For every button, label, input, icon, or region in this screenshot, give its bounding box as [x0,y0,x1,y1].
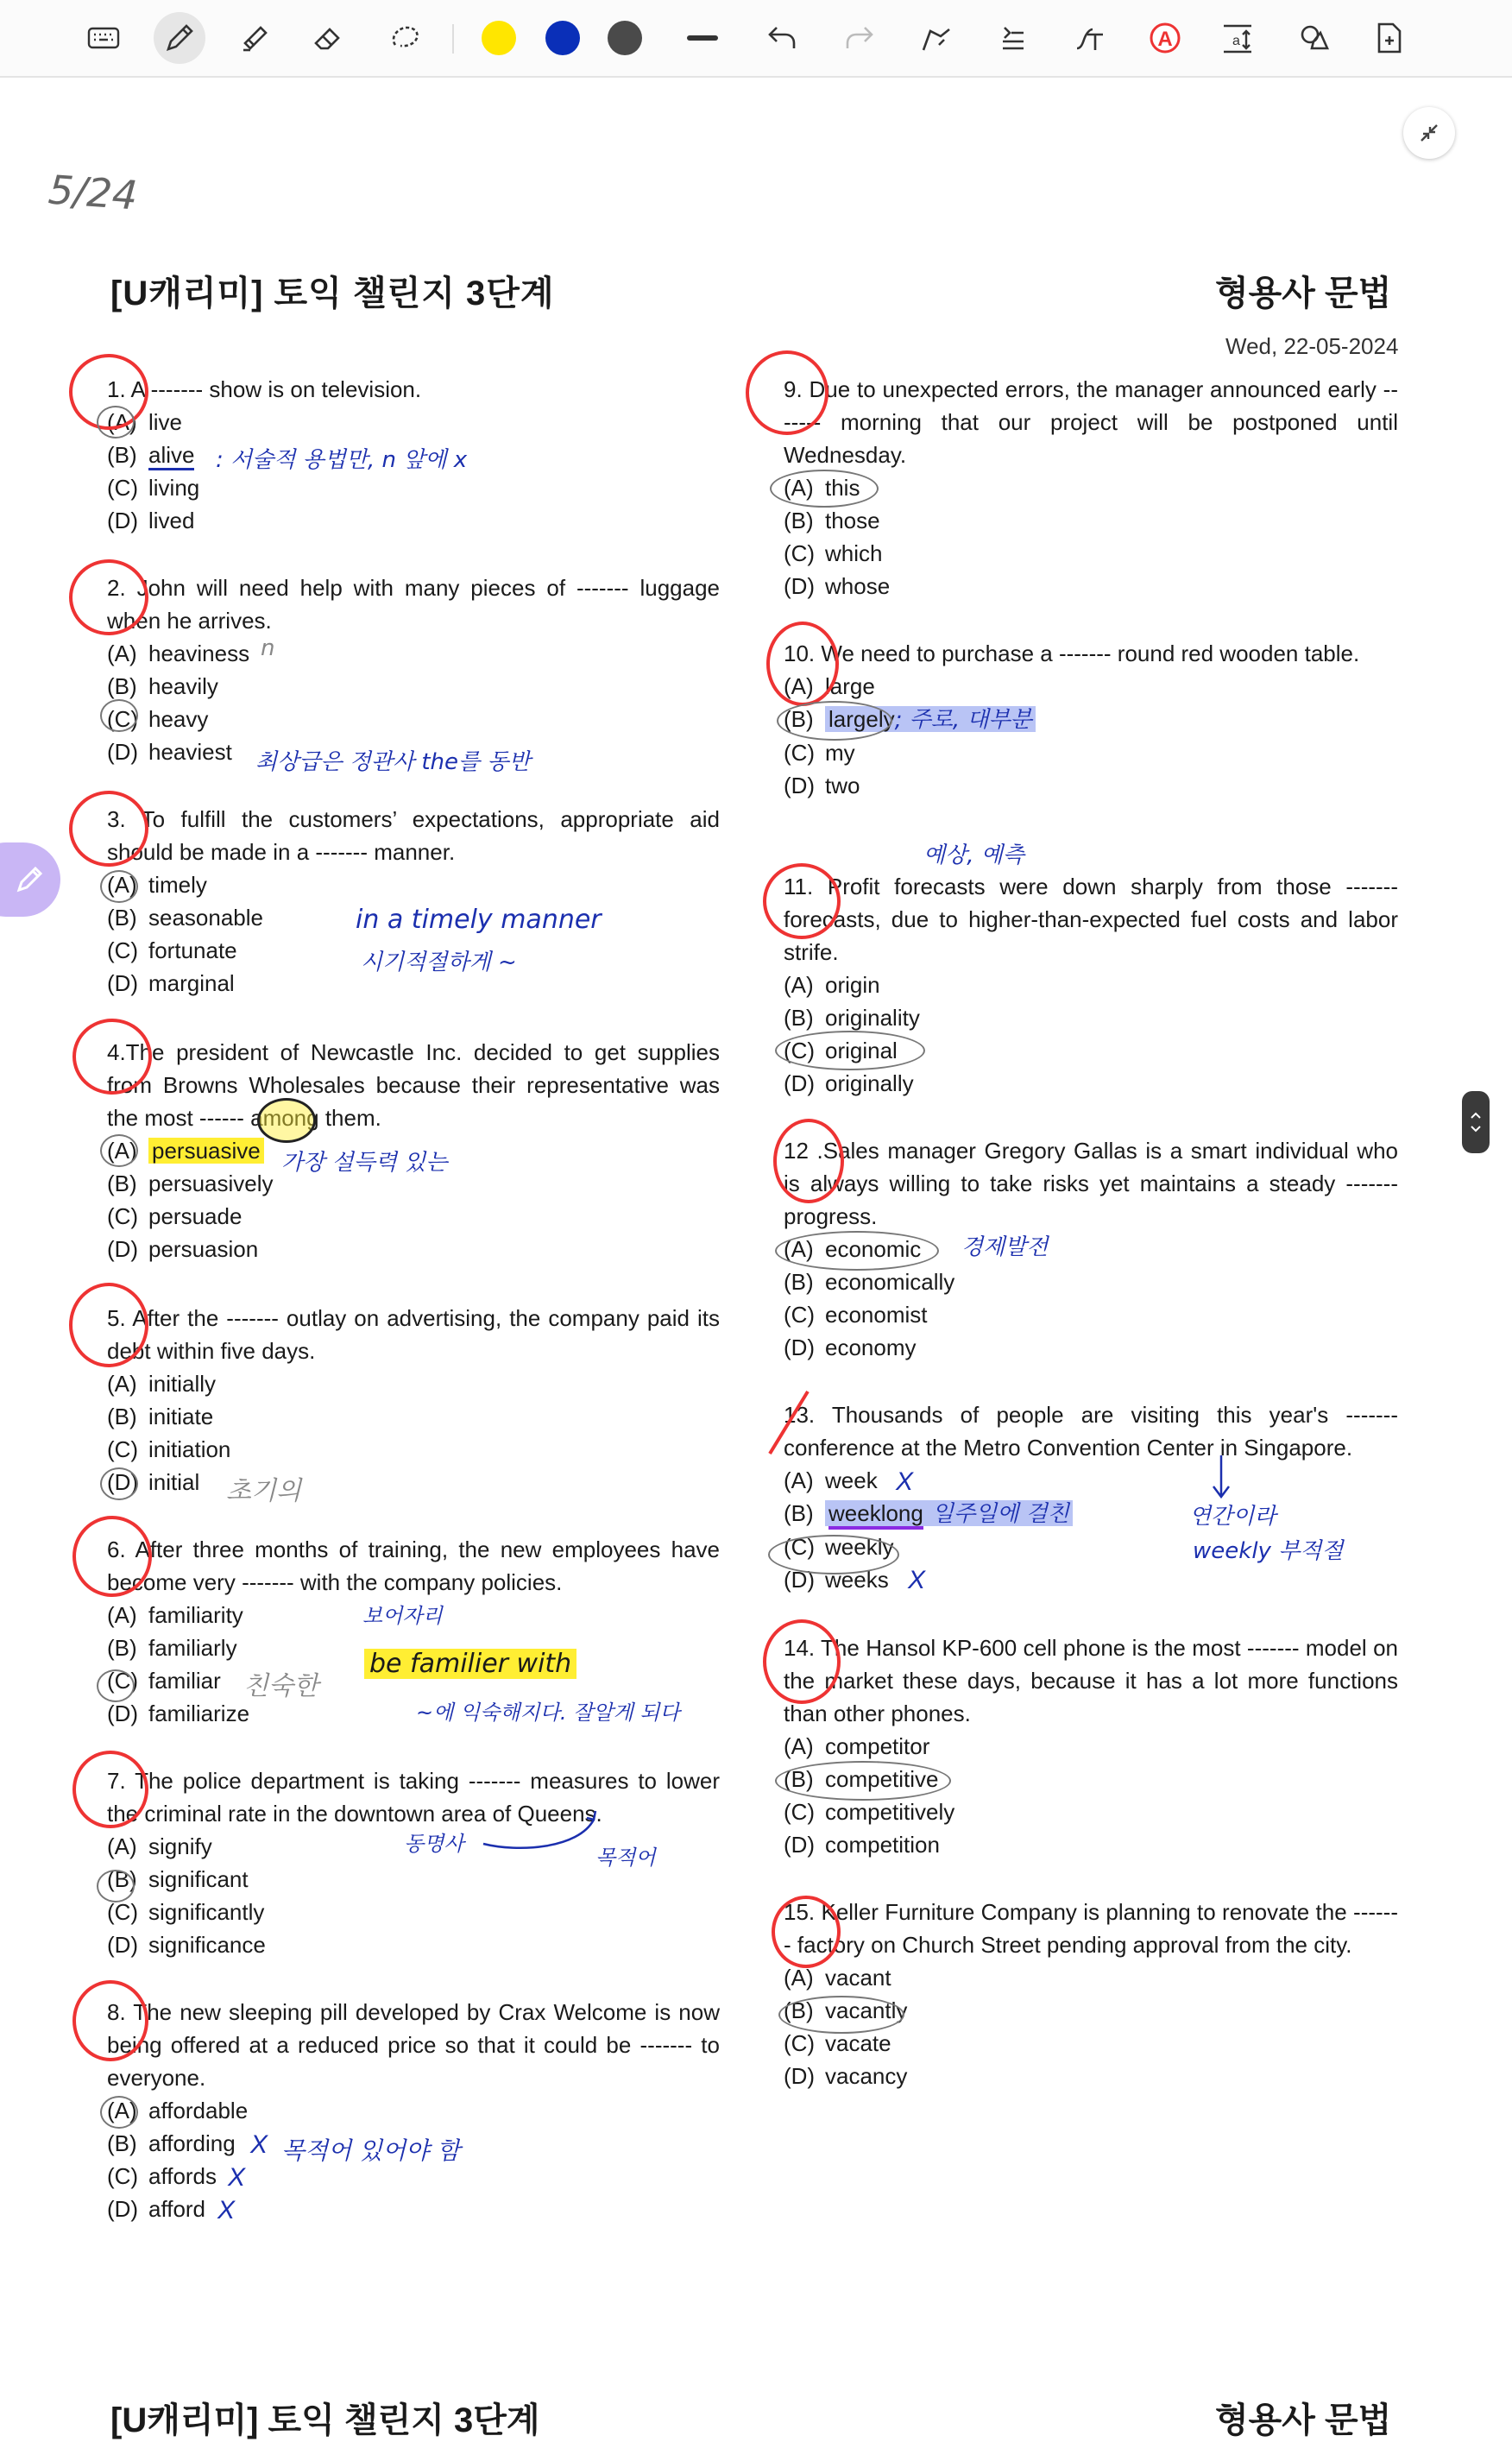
option-label: (D) [784,1335,816,1360]
option-text: persuasively [148,1171,274,1196]
option-label: (A) [107,1602,137,1628]
option-a[interactable] [784,670,1398,703]
option-d[interactable] [784,570,1398,603]
question-8 [107,1996,720,2225]
handwritten-note: 보어자리 [362,1604,443,1628]
option-label: (B) [784,1500,814,1526]
option-label: (A) [107,2098,137,2123]
option-d[interactable] [784,1067,1398,1100]
option-text: alive [148,442,194,470]
answer-circle [775,1231,939,1271]
answer-circle [100,1134,138,1167]
option-label: (A) [784,673,814,699]
question-2 [107,571,720,768]
option-label: (C) [784,1799,816,1825]
option-text: heavily [148,673,218,699]
question-stem: 3. To fulfill the customers’ expectations, appropriate aid should be made in a ------- manner. [107,806,720,865]
question-stem: 2. John will need help with many pieces of ------- luggage when he arrives. [107,575,720,634]
handwritten-note: 경제발전 [961,1234,1049,1260]
option-text: live [148,409,183,435]
option-label: (C) [784,2030,816,2056]
option-text: persuade [148,1203,243,1229]
option-text: fortunate [148,937,237,963]
undo-icon[interactable] [756,12,808,64]
option-text: competition [825,1832,940,1858]
option-text: affordable [148,2098,249,2123]
option-label: (A) [784,1733,814,1759]
option-label: (D) [784,573,816,599]
question-stem: 8. The new sleeping pill developed by Crax Welcome is now being offered at a reduced price so that it could be ------- to everyone. [107,1999,720,2091]
option-text: competitor [825,1733,930,1759]
arrow-annotation [480,1808,609,1851]
color-yellow-dot [482,21,516,55]
option-text: vacancy [825,2063,908,2089]
answer-circle [97,406,135,439]
svg-text:A: A [1157,28,1173,51]
handwritten-note: 초기의 [226,1476,301,1506]
handwritten-note: ; 주로, 대부분 [894,707,1032,733]
option-a[interactable] [107,406,720,439]
toolbar [0,0,1512,78]
option-text: competitively [825,1799,955,1825]
red-check-mark [72,1019,152,1095]
option-a[interactable] [784,1961,1398,1994]
keyboard-icon[interactable] [78,12,129,64]
option-label: (D) [107,1932,139,1958]
option-label: (C) [107,1203,139,1229]
handwritten-date: 5/24 [47,166,140,219]
option-a[interactable] [784,969,1398,1001]
option-label: (A) [784,1467,814,1493]
option-text: economist [825,1302,928,1328]
option-text: initially [148,1371,217,1397]
question-stem: 13. Thousands of people are visiting this year's ------- conference at the Metro Convention Center in Singapore. [784,1402,1398,1461]
handwritten-note-2: 연간이라 [1189,1504,1276,1530]
option-text: living [148,475,200,501]
shape-icon[interactable] [911,12,963,64]
option-text: affords [148,2163,217,2189]
question-14 [784,1631,1398,1861]
red-slash-mark [763,1385,815,1459]
option-text: affording [148,2130,236,2156]
option-text: originality [825,1005,920,1031]
option-b[interactable] [107,1400,720,1433]
option-label: (C) [784,1534,816,1560]
text-spacing-icon[interactable] [1212,12,1263,64]
scroll-up-icon [1470,1111,1482,1120]
option-a[interactable] [107,868,720,901]
next-page-title: [U캐리미] 토익 챌린지 3단계 [110,2401,540,2439]
red-check-mark [72,1980,148,2061]
handwritten-note-2: 목적어 [595,1846,656,1870]
option-label: (B) [107,442,137,468]
option-text: vacant [825,1965,891,1991]
option-label: (C) [107,937,139,963]
highlighter-icon[interactable] [230,12,281,64]
option-text: familiar [148,1668,221,1694]
option-text: origin [825,972,880,998]
option-label: (C) [107,1899,139,1925]
worksheet-topic: 형용사 문법 [1215,274,1392,312]
answer-circle [100,870,138,903]
option-c[interactable] [784,2027,1398,2060]
pen-icon[interactable] [154,12,205,64]
handwritten-note-3: ~에 익숙해지다. 잘알게 되다 [416,1701,680,1725]
option-label: (C) [107,1436,139,1462]
question-stem: 11. Profit forecasts were down sharply from those ------- forecasts, due to higher-than-expected fuel costs and labor strife. [784,874,1398,965]
red-check-mark [72,1516,152,1597]
option-c[interactable] [107,471,720,504]
option-a[interactable] [107,2094,720,2127]
option-label: (C) [784,540,816,566]
option-label: (B) [784,508,814,533]
option-label: (B) [784,706,814,732]
question-stem: 10. We need to purchase a ------- round red wooden table. [784,640,1360,666]
floating-pen-button[interactable] [0,842,60,917]
wrong-x-mark: X [250,2130,268,2159]
option-text: largely [828,706,895,732]
option-d[interactable] [107,1928,720,1961]
option-text: timely [148,872,207,898]
option-text: persuasion [148,1236,259,1262]
option-text: afford [148,2196,206,2222]
option-label: (A) [784,1965,814,1991]
color-yellow-swatch[interactable] [473,12,525,64]
handwritten-note-2: be familier with [364,1649,576,1679]
option-c[interactable] [107,1896,720,1928]
option-text: marginal [148,970,235,996]
option-text: lived [148,508,195,533]
stroke-width-icon[interactable] [677,12,728,64]
answer-circle [777,701,892,741]
red-check-mark [766,622,839,706]
option-label: (B) [784,1997,814,2023]
handwritten-note: 예상, 예측 [923,842,1024,868]
color-blue-dot [545,21,580,55]
option-text: this [825,475,860,501]
answer-circle [775,1761,951,1801]
red-check-mark [69,1283,148,1367]
option-label: (D) [107,739,139,765]
handwritten-mark: n [261,635,275,661]
option-text: vacate [825,2030,891,2056]
red-check-mark [763,863,841,939]
option-label: (B) [107,1635,137,1661]
option-text: week [825,1467,878,1493]
option-text: heavy [148,706,209,732]
option-label: (D) [784,1070,816,1096]
option-label: (D) [784,2063,816,2089]
option-label: (D) [107,1469,139,1495]
option-d[interactable] [107,504,720,537]
option-text: economic [825,1236,922,1262]
answer-circle [100,699,138,732]
option-b[interactable] [784,1497,1398,1530]
red-check-mark [69,559,148,635]
option-text: originally [825,1070,914,1096]
option-label: (D) [107,970,139,996]
next-page-topic: 형용사 문법 [1215,2401,1392,2439]
answer-circle [768,1535,899,1574]
option-d[interactable] [107,2193,720,2225]
option-text: whose [825,573,891,599]
option-text: my [825,740,855,766]
option-label: (B) [784,1005,814,1031]
question-stem: 6. After three months of training, the new employees have become very ------- with the company policies. [107,1537,720,1595]
option-c[interactable] [107,1433,720,1466]
option-b[interactable] [784,1001,1398,1034]
red-check-mark [72,1751,148,1828]
handwritten-note-4: 친숙한 [243,1671,318,1701]
option-text: weekly [825,1534,894,1560]
option-text: significantly [148,1899,265,1925]
option-a[interactable] [107,637,720,670]
option-label: (B) [107,673,137,699]
option-d[interactable] [107,1233,720,1265]
toolbar-divider [452,24,454,54]
option-d[interactable] [784,1331,1398,1364]
answer-circle [775,1031,925,1070]
option-label: (D) [107,2196,139,2222]
option-label: (A) [107,640,137,666]
option-text: initiation [148,1436,231,1462]
option-label: (A) [784,1236,814,1262]
lasso-icon[interactable] [380,12,432,64]
handwritten-note-2: 시기적절하게 ~ [361,950,517,975]
option-label: (B) [107,905,137,931]
option-text: persuasive [148,1138,264,1164]
option-text: which [825,540,883,566]
option-text: weeks [825,1567,889,1593]
color-grey-dot [608,21,642,55]
option-label: (C) [107,1668,139,1694]
scroll-down-icon [1470,1125,1482,1133]
color-blue-swatch[interactable] [537,12,589,64]
color-grey-swatch[interactable] [599,12,651,64]
collapse-icon[interactable] [1403,107,1455,159]
option-label: (A) [784,475,814,501]
question-stem: 4.The president of Newcastle Inc. decided to get supplies from Browns Wholesales because their representative was the most ------ among them. [107,1039,720,1131]
option-text: competitive [825,1766,939,1792]
option-text: significant [148,1866,249,1892]
question-15 [784,1896,1398,2092]
wrong-x-mark: X [896,1467,914,1496]
option-text: those [825,508,880,533]
worksheet-date: Wed, 22-05-2024 [1225,333,1399,359]
answer-circle [97,1870,135,1902]
option-text: heaviness [148,640,250,666]
option-label: (A) [107,409,137,435]
option-text: familiarity [148,1602,243,1628]
add-page-icon[interactable] [1364,12,1415,64]
option-label: (B) [107,1866,137,1892]
option-c[interactable] [107,1200,720,1233]
redo-icon[interactable] [834,12,885,64]
question-stem: 14. The Hansol KP-600 cell phone is the most ------- model on the market these days, because it has a lot more functions than other phones. [784,1635,1398,1726]
option-label: (A) [107,1833,137,1859]
option-label: (B) [784,1766,814,1792]
handwritten-note: : 서술적 용법만, n 앞에 x [216,447,468,473]
option-b[interactable] [784,504,1398,537]
option-label: (C) [107,475,139,501]
question-stem: 7. The police department is taking ------- measures to lower the criminal rate in the downtown area of Queens. [107,1768,720,1827]
question-5 [107,1302,720,1499]
answer-circle [778,1996,904,2034]
answer-circle [97,1669,135,1702]
option-text: economy [825,1335,917,1360]
option-a[interactable] [784,1464,1398,1497]
handwritten-note: in a timely manner [356,905,602,935]
option-text: initial [148,1469,200,1495]
option-label: (C) [784,1038,816,1063]
option-c[interactable] [784,736,1398,769]
option-label: (A) [107,1138,137,1164]
option-label: (C) [107,2163,139,2189]
option-text: vacantly [825,1997,908,2023]
wrong-x-mark: X [908,1566,926,1594]
option-label: (A) [107,1371,137,1397]
option-label: (C) [784,1302,816,1328]
option-d[interactable] [107,1466,720,1499]
question-stem: 9. Due to unexpected errors, the manager announced early ------- morning that our project will be postponed until Wednesday. [784,376,1398,468]
option-label: (A) [784,972,814,998]
red-check-mark [763,1619,841,1704]
arrow-annotation [1208,1454,1234,1500]
text-align-icon[interactable] [987,12,1039,64]
handwritten-note-3: weekly 부적절 [1193,1538,1344,1564]
shapes-icon[interactable] [1288,12,1339,64]
option-text: large [825,673,875,699]
option-text: signify [148,1833,212,1859]
answer-circle [100,1467,138,1500]
question-stem: 5. After the ------- outlay on advertising, the company paid its debt within five days. [107,1305,720,1364]
option-label: (C) [784,740,816,766]
option-d[interactable] [784,2060,1398,2092]
option-text: heaviest [148,739,232,765]
option-label: (B) [107,1404,137,1429]
option-b[interactable] [107,670,720,703]
svg-text:a: a [1232,34,1240,48]
handwritten-note: 최상급은 정관사 the를 동반 [255,749,531,775]
eraser-icon[interactable] [302,12,354,64]
highlight-circle [257,1098,316,1143]
red-check-mark [772,1896,841,1968]
option-label: (B) [107,2130,137,2156]
wrong-x-mark: X [217,2196,236,2224]
handwritten-note: 일주일에 걸친 [931,1501,1069,1527]
option-label: (D) [784,773,816,798]
option-text: significance [148,1932,266,1958]
option-label: (C) [107,706,139,732]
option-c[interactable] [784,1298,1398,1331]
option-text: economically [825,1269,955,1295]
question-stem: 1. A ------- show is on television. [107,376,422,402]
red-check-mark [773,1119,844,1203]
option-b[interactable] [784,1265,1398,1298]
handwritten-note: 가장 설득력 있는 [281,1150,448,1176]
option-text: two [825,773,860,798]
text-color-icon[interactable] [1139,12,1191,64]
option-label: (D) [107,508,139,533]
question-stem: 12 .Sales manager Gregory Gallas is a smart individual who is always willing to take risks yet maintains a steady ------- progress. [784,1138,1398,1229]
handwritten-note: 목적어 있어야 함 [281,2136,461,2165]
option-label: (B) [107,1171,137,1196]
handwritten-note: 동명사 [404,1832,464,1856]
option-text: familiarize [148,1701,250,1726]
worksheet-title: [U캐리미] 토익 챌린지 3단계 [110,274,555,312]
red-check-mark [746,350,828,435]
option-text: seasonable [148,905,263,931]
option-label: (D) [107,1701,139,1726]
option-text: weeklong [828,1500,923,1530]
question-stem: 15. Keller Furniture Company is planning to renovate the ------- factory on Church Street pending approval from the city. [784,1899,1398,1958]
answer-circle [100,2096,138,2129]
option-d[interactable] [784,1828,1398,1861]
option-label: (D) [107,1236,139,1262]
option-a[interactable] [107,1367,720,1400]
option-text: original [825,1038,898,1063]
option-d[interactable] [784,769,1398,802]
option-a[interactable] [784,1730,1398,1763]
red-check-mark [69,791,148,867]
option-label: (D) [784,1567,816,1593]
option-label: (A) [107,872,137,898]
wrong-x-mark: X [228,2163,246,2192]
option-text: initiate [148,1404,214,1429]
handwriting-to-text-icon[interactable] [1063,12,1115,64]
answer-circle [770,470,879,508]
option-c[interactable] [107,703,720,735]
option-label: (B) [784,1269,814,1295]
option-text: familiarly [148,1635,237,1661]
scroll-handle[interactable] [1462,1091,1490,1153]
option-label: (D) [784,1832,816,1858]
option-c[interactable] [784,537,1398,570]
